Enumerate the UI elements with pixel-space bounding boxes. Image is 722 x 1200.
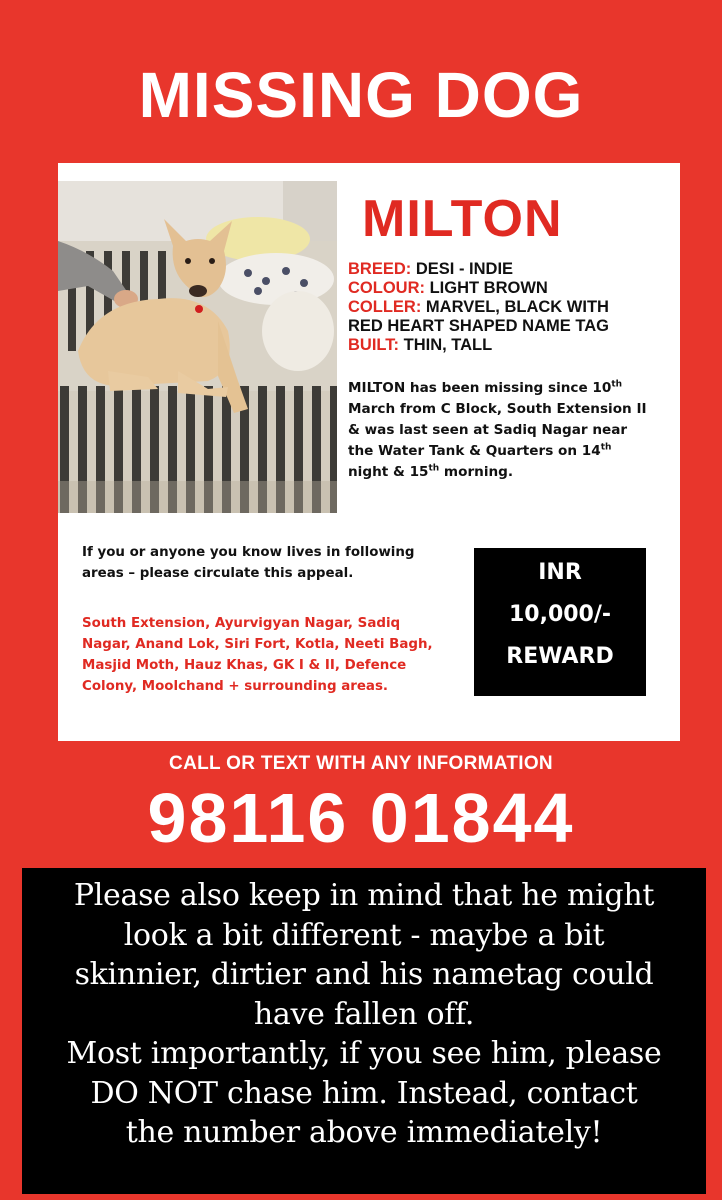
phone-number[interactable]: 98116 01844 [147,779,575,857]
detail-value: MARVEL, BLACK WITH [425,298,609,316]
detail-colour [348,279,678,298]
story-line: & was last seen at Sadiq Nagar near [348,422,628,438]
dog-name: MILTON [362,190,563,248]
poster-title: MISSING DOG [138,59,584,131]
story-line: the Water Tank & Quarters on 14th [348,442,612,459]
info-card [58,163,680,741]
call-to-action: CALL OR TEXT WITH ANY INFORMATION [169,753,553,774]
reward-label: REWARD [506,644,614,669]
detail-breed [348,260,678,279]
note-line: Please also keep in mind that he might [73,878,655,913]
detail-collar [348,298,678,317]
reward-box [474,548,646,696]
areas-list [82,613,458,697]
detail-built [348,336,678,355]
caption-note [22,868,706,1194]
detail-value: RED HEART SHAPED NAME TAG [348,317,609,335]
areas-line: Colony, Moolchand + surrounding areas. [82,679,389,694]
note-line: the number above immediately! [125,1115,603,1150]
detail-collar-cont [348,317,678,336]
areas-line: Masjid Moth, Hauz Khas, GK I & II, Defence [82,658,407,673]
detail-key: COLOUR: [348,279,425,297]
dog-photo [58,181,337,513]
areas-line: Nagar, Anand Lok, Siri Fort, Kotla, Neeti Bagh, [82,637,433,652]
reward-currency: INR [538,560,582,585]
detail-key: COLLER: [348,298,422,316]
appeal-line: If you or anyone you know lives in following [82,545,415,560]
note-line: have fallen off. [253,996,475,1032]
note-line: Most importantly, if you see him, please [66,1036,662,1071]
appeal-text [82,542,462,584]
appeal-line: areas – please circulate this appeal. [82,566,354,581]
detail-value: THIN, TALL [403,336,493,354]
missing-story [348,378,678,483]
areas-line: South Extension, Ayurvigyan Nagar, Sadiq [82,616,401,631]
note-line: look a bit different - maybe a bit [123,917,605,953]
dog-details [348,260,678,355]
detail-value: DESI - INDIE [415,260,514,278]
note-line: DO NOT chase him. Instead, contact [90,1075,638,1111]
story-line: MILTON has been missing since 10th [348,379,623,396]
story-line: night & 15th morning. [348,463,514,480]
detail-key: BUILT: [348,336,400,354]
note-line: skinnier, dirtier and his nametag could [74,957,654,992]
detail-value: LIGHT BROWN [429,279,548,297]
story-line: March from C Block, South Extension II [348,401,647,417]
detail-key: BREED: [348,260,412,278]
reward-amount: 10,000/- [508,602,612,627]
